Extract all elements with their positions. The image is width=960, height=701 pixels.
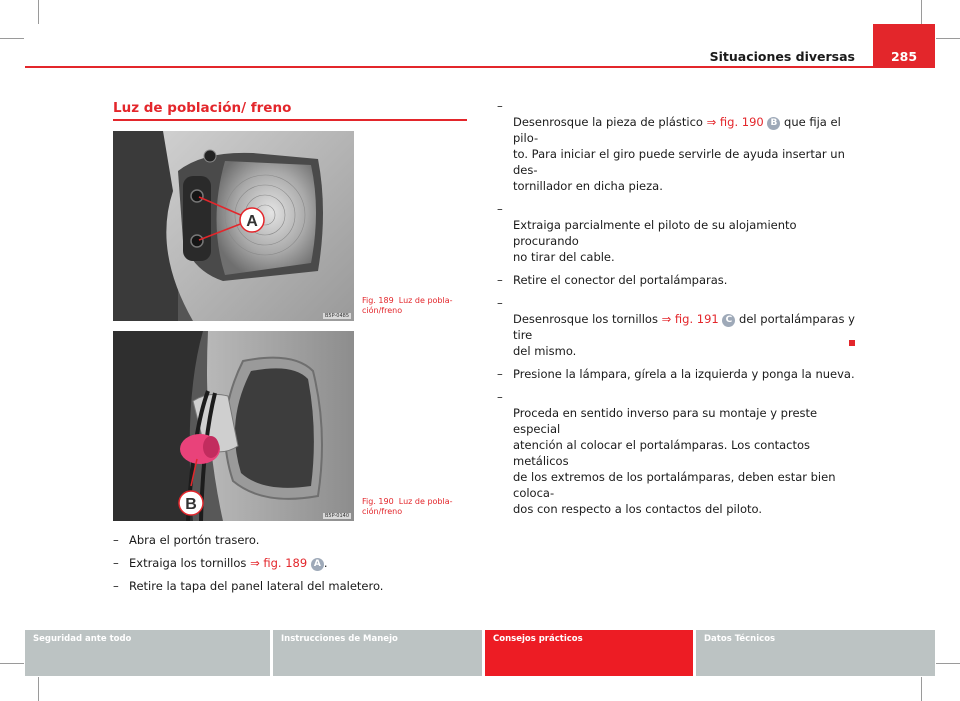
- item-text: del portalámparas y tire del mismo.: [513, 312, 855, 358]
- caption-label: Fig. 190: [362, 497, 394, 506]
- footer-tab-consejos[interactable]: [485, 630, 693, 676]
- item-text: Proceda en sentido inverso para su montaje y preste especial atención al colocar el portalámparas. Los contactos metálicos de los extremos de los portalámparas, deben estar bien coloca- dos con respecto a los contactos del piloto.: [513, 406, 836, 516]
- header-title: Situaciones diversas: [709, 49, 855, 64]
- figure-190-image: [113, 331, 354, 521]
- footer-tab-seguridad[interactable]: [25, 630, 270, 676]
- footer-nav: [25, 630, 935, 676]
- item-text: Presione la lámpara, gírela a la izquierda y ponga la nueva.: [513, 367, 855, 381]
- list-item: [497, 366, 857, 382]
- svg-text:B: B: [185, 496, 197, 513]
- list-item: [497, 201, 857, 265]
- item-text: Retire la tapa del panel lateral del maletero.: [129, 579, 384, 593]
- figure-reference-link[interactable]: ⇒ fig. 190: [706, 115, 764, 129]
- item-text: Abra el portón trasero.: [129, 533, 260, 547]
- list-item: [113, 532, 468, 548]
- list-item: [497, 295, 857, 359]
- list-item: [113, 555, 468, 571]
- marker-badge: B: [767, 117, 780, 130]
- section-rule: [113, 119, 467, 121]
- list-item: [497, 272, 857, 288]
- caption-text: Luz de pobla- ción/freno: [362, 296, 453, 315]
- item-text: Desenrosque la pieza de plástico: [513, 115, 707, 129]
- footer-tab-instrucciones[interactable]: [273, 630, 482, 676]
- crop-mark: [936, 663, 960, 664]
- footer-tab-label: Consejos prácticos: [493, 634, 583, 644]
- crop-mark: [0, 663, 24, 664]
- list-dash: –: [113, 533, 119, 547]
- crop-mark: [38, 677, 39, 701]
- right-instruction-list: [497, 98, 857, 524]
- list-dash: –: [497, 390, 503, 404]
- section-title: Luz de población/ freno: [113, 100, 292, 116]
- header-rule: [25, 66, 935, 68]
- item-text: .: [323, 556, 328, 570]
- figure-reference-link[interactable]: ⇒ fig. 191: [661, 312, 719, 326]
- marker-badge: C: [722, 314, 735, 327]
- list-dash: –: [113, 579, 119, 593]
- caption-text: Luz de pobla- ción/freno: [362, 497, 453, 516]
- figure-189-image: [113, 131, 354, 321]
- marker-badge: A: [311, 558, 324, 571]
- item-text: Desenrosque los tornillos: [513, 312, 662, 326]
- figure-reference-link[interactable]: ⇒ fig. 189: [250, 556, 308, 570]
- svg-text:A: A: [246, 213, 258, 230]
- crop-mark: [936, 38, 960, 39]
- figure-code: B5P-0140: [324, 513, 349, 519]
- section-end-marker: [849, 340, 855, 346]
- caption-label: Fig. 189: [362, 296, 394, 305]
- figure-code: B5P-0485: [324, 313, 349, 319]
- crop-mark: [921, 0, 922, 24]
- item-text: Retire el conector del portalámparas.: [513, 273, 728, 287]
- list-dash: –: [113, 556, 119, 570]
- list-item: [497, 98, 857, 194]
- crop-mark: [921, 677, 922, 701]
- footer-tab-label: Datos Técnicos: [704, 634, 776, 644]
- crop-mark: [38, 0, 39, 24]
- page-number: 285: [890, 49, 918, 64]
- list-dash: –: [497, 202, 503, 216]
- footer-tab-datos[interactable]: [696, 630, 935, 676]
- list-dash: –: [497, 99, 503, 113]
- footer-tab-label: Instrucciones de Manejo: [281, 634, 398, 644]
- list-item: [497, 389, 857, 517]
- figure-190-caption: [362, 497, 462, 517]
- left-instruction-list: [113, 532, 468, 601]
- crop-mark: [0, 38, 24, 39]
- footer-tab-label: Seguridad ante todo: [33, 634, 132, 644]
- list-item: [113, 578, 468, 594]
- list-dash: –: [497, 273, 503, 287]
- list-dash: –: [497, 367, 503, 381]
- item-text: Extraiga parcialmente el piloto de su alojamiento procurando no tirar del cable.: [513, 218, 797, 264]
- list-dash: –: [497, 296, 503, 310]
- figure-189-caption: [362, 296, 462, 316]
- item-text: Extraiga los tornillos: [129, 556, 251, 570]
- item-text: que fija el pilo- to. Para iniciar el giro puede servirle de ayuda insertar un des- tornillador en dicha pieza.: [513, 115, 845, 193]
